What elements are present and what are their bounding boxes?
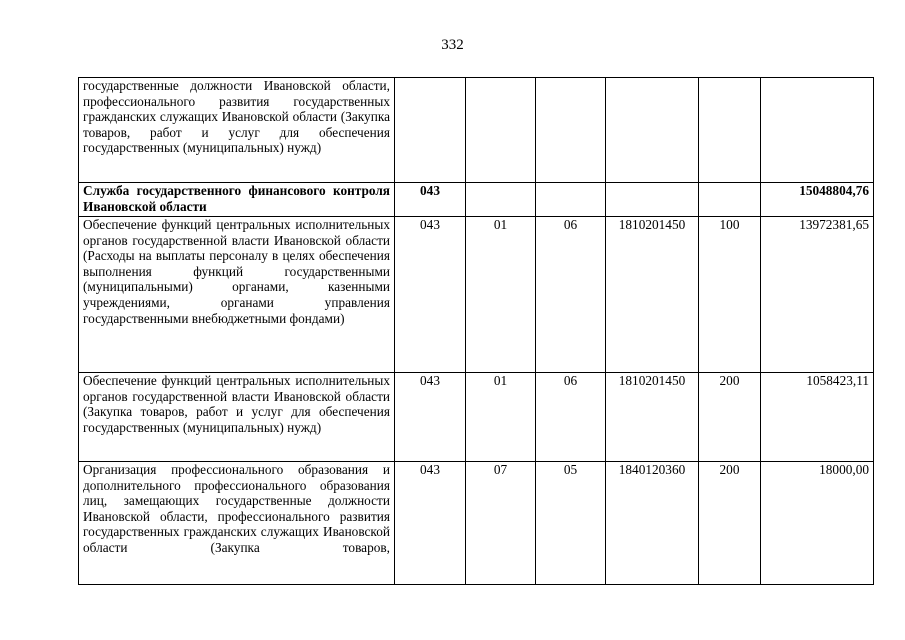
target-article-code: 1810201450: [606, 217, 699, 373]
target-article-code: [606, 183, 699, 217]
subsection-code: 06: [536, 217, 606, 373]
row-description: Обеспечение функций центральных исполнительных органов государственной власти Ивановской области (Расходы на выплаты персоналу в целях обеспечения выполнения функций государственными (муниципальными) органами, казенными учреждениями, органами управления государственными внебюджетными фондами): [79, 217, 395, 373]
row-description: Служба государственного финансового контроля Ивановской области: [79, 183, 395, 217]
section-code: 07: [466, 462, 536, 585]
page-number: 332: [441, 37, 464, 53]
ministry-code: 043: [395, 217, 466, 373]
ministry-code: [395, 78, 466, 183]
section-code: [466, 78, 536, 183]
section-code: [466, 183, 536, 217]
section-code: 01: [466, 373, 536, 462]
amount: 15048804,76: [761, 183, 874, 217]
expense-type-code: 200: [699, 373, 761, 462]
budget-table: [78, 77, 874, 585]
table-row: [79, 373, 874, 462]
table-row: [79, 217, 874, 373]
ministry-code: 043: [395, 183, 466, 217]
amount: 1058423,11: [761, 373, 874, 462]
amount: 13972381,65: [761, 217, 874, 373]
expense-type-code: 100: [699, 217, 761, 373]
row-description: государственные должности Ивановской области, профессионального развития государственных гражданских служащих Ивановской области (Закупка товаров, работ и услуг для обеспечения государственных (муниципальных) нужд): [79, 78, 395, 183]
row-description: Обеспечение функций центральных исполнительных органов государственной власти Ивановской области (Закупка товаров, работ и услуг для обеспечения государственных (муниципальных) нужд): [79, 373, 395, 462]
target-article-code: 1840120360: [606, 462, 699, 585]
expense-type-code: 200: [699, 462, 761, 585]
section-code: 01: [466, 217, 536, 373]
table-row: [79, 462, 874, 585]
subsection-code: [536, 183, 606, 217]
subsection-code: [536, 78, 606, 183]
target-article-code: [606, 78, 699, 183]
table-row: [79, 78, 874, 183]
amount: 18000,00: [761, 462, 874, 585]
expense-type-code: [699, 183, 761, 217]
target-article-code: 1810201450: [606, 373, 699, 462]
row-description: Организация профессионального образования и дополнительного профессионального образования лиц, замещающих государственные должности Ивановской области, профессионального развития государственных гражданских служащих Ивановской области (Закупка товаров,: [79, 462, 395, 585]
expense-type-code: [699, 78, 761, 183]
subsection-code: 05: [536, 462, 606, 585]
ministry-code: 043: [395, 373, 466, 462]
amount: [761, 78, 874, 183]
table-row: [79, 183, 874, 217]
ministry-code: 043: [395, 462, 466, 585]
subsection-code: 06: [536, 373, 606, 462]
